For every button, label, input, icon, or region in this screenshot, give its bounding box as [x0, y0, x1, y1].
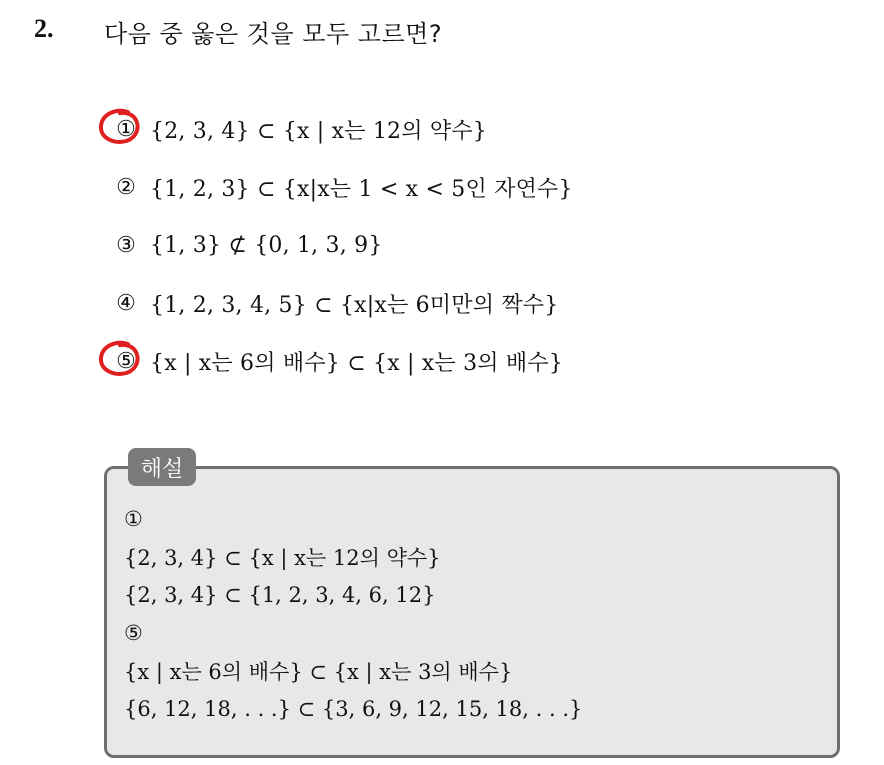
question-number: 2.: [34, 14, 54, 43]
choice-2-text: {1, 2, 3} ⊂ {x|x는 1 < x < 5인 자연수}: [150, 176, 573, 202]
choice-4-number: ④: [116, 290, 136, 316]
explanation-line: {6, 12, 18, . . .} ⊂ {3, 6, 9, 12, 15, 18, . . .}: [124, 697, 583, 721]
choice-3-text: {1, 3} ⊄ {0, 1, 3, 9}: [150, 232, 383, 258]
explanation-label: 해설: [128, 448, 196, 486]
choice-1[interactable]: [112, 100, 832, 158]
choice-1-number: ①: [116, 116, 136, 142]
explanation-line: {2, 3, 4} ⊂ {x | x는 12의 약수}: [124, 546, 441, 570]
choice-1-text: {2, 3, 4} ⊂ {x | x는 12의 약수}: [150, 118, 487, 144]
explanation-content: [124, 500, 824, 728]
choice-2[interactable]: [112, 158, 832, 216]
choice-5[interactable]: [112, 332, 832, 390]
choice-4-text: {1, 2, 3, 4, 5} ⊂ {x|x는 6미만의 짝수}: [150, 292, 559, 318]
choice-3[interactable]: [112, 216, 832, 274]
choice-5-text: {x | x는 6의 배수} ⊂ {x | x는 3의 배수}: [150, 350, 564, 376]
choice-3-number: ③: [116, 232, 136, 258]
choice-list: [112, 100, 832, 390]
choice-2-number: ②: [116, 174, 136, 200]
choice-5-number: ⑤: [116, 348, 136, 374]
question-stem: 다음 중 옳은 것을 모두 고르면?: [104, 20, 443, 48]
explanation-line: ⑤: [124, 621, 143, 645]
explanation-line: ①: [124, 507, 143, 531]
choice-4[interactable]: [112, 274, 832, 332]
explanation-line: {x | x는 6의 배수} ⊂ {x | x는 3의 배수}: [124, 660, 513, 684]
explanation-line: {2, 3, 4} ⊂ {1, 2, 3, 4, 6, 12}: [124, 583, 436, 607]
